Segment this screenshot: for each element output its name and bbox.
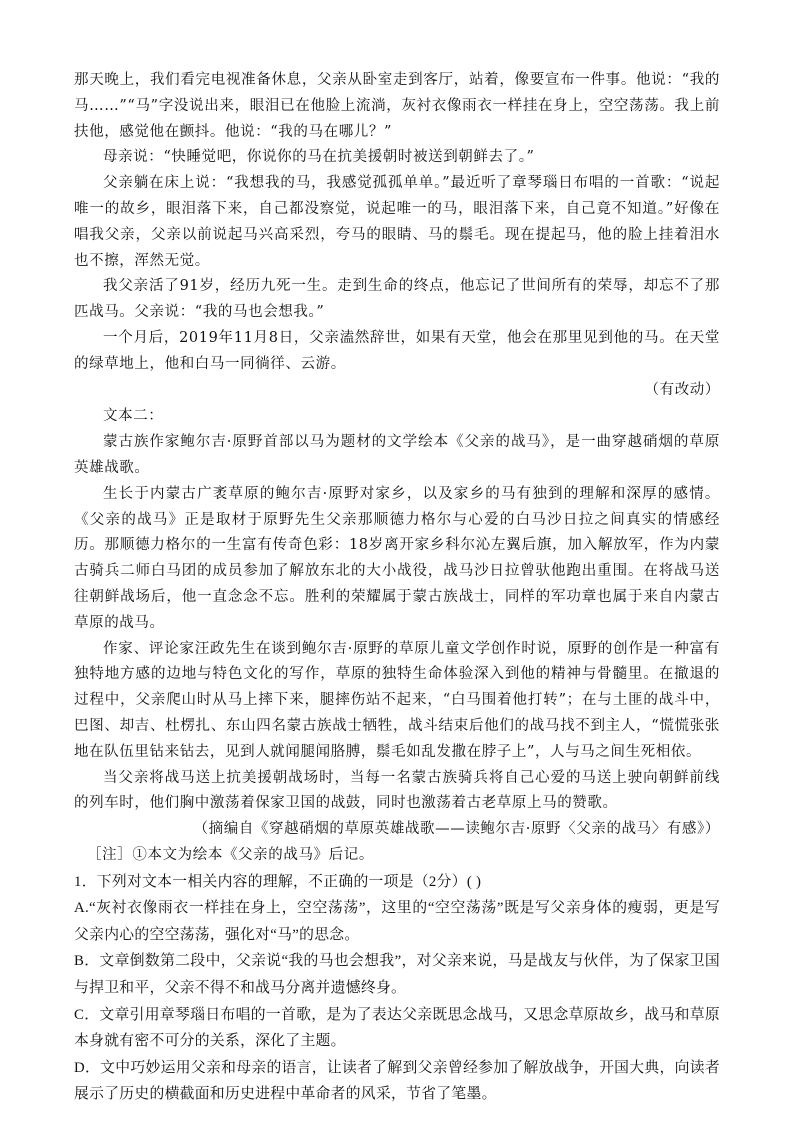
text2-paragraph: 生长于内蒙古广袤草原的鲍尔吉·原野对家乡，以及家乡的马有独到的理解和深厚的感情。《父亲的战马》正是取材于原野先生父亲那顺德力格尔与心爱的白马沙日拉之间真实的情感经历。那顺德力格尔的一生富有传奇色彩：18岁离开家乡科尔沁左翼后旗，加入解放军，作为内蒙古骑兵二师白马团的成员参加了解放东北的大小战役，战马沙日拉曾驮他跑出重围。在将战马送往朝鲜战场后，他一直念念不忘。胜利的荣耀属于蒙古族战士，同样的军功章也属于来自内蒙古草原的战马。 (74, 485, 720, 631)
footnote: ［注］①本文为绘本《父亲的战马》后记。 (87, 846, 374, 863)
question-option-b: B．文章倒数第二段中，父亲说“我的马也会想我”，对父亲来说，马是战友与伙伴，为了保家卫国与捍卫和平，父亲不得不和战马分离并遗憾终身。 (74, 953, 720, 997)
text1-source: （有改动） (644, 381, 720, 398)
question-option-c: C．文章引用章琴瑙日布唱的一首歌，是为了表达父亲既思念战马，又思念草原故乡，战马和草原本身就有密不可分的关系，深化了主题。 (74, 1006, 720, 1050)
document-page (74, 68, 720, 1108)
text1-paragraph: 我父亲活了91岁，经历九死一生。走到生命的终点，他忘记了世间所有的荣辱，却忘不了那匹战马。父亲说：“我的马也会想我。” (74, 278, 720, 321)
text2-source: （摘编自《穿越硝烟的草原英雄战歌——读鲍尔吉·原野〈父亲的战马〉有感》） (193, 821, 720, 838)
question-stem: 1．下列对文本一相关内容的理解，不正确的一项是（2分）( ) (74, 873, 482, 890)
text1-paragraph: 父亲躺在床上说：“我想我的马，我感觉孤孤单单。”最近听了章琴瑙日布唱的一首歌：“说起唯一的故乡，眼泪落下来，自己都没察觉，说起唯一的马，眼泪落下来，自己竟不知道。”好像在唱我父亲，父亲以前说起马兴高采烈，夸马的眼睛、马的鬃毛。现在提起马，他的脸上挂着泪水也不擦，浑然无觉。 (74, 175, 720, 269)
text2-label: 文本二： (103, 408, 164, 425)
text1-paragraph: 母亲说：“快睡觉吧，你说你的马在抗美援朝时被送到朝鲜去了。” (103, 149, 535, 166)
question-option-d: D．文中巧妙运用父亲和母亲的语言，让读者了解到父亲曾经参加了解放战争，开国大典，向读者展示了历史的横截面和历史进程中革命者的风采，节省了笔墨。 (74, 1059, 720, 1103)
text1-paragraph: 一个月后，2019年11月8日，父亲溘然辞世，如果有天堂，他会在那里见到他的马。在天堂的绿草地上，他和白马一同徜徉、云游。 (74, 329, 720, 372)
text1-paragraph: 那天晚上，我们看完电视准备休息，父亲从卧室走到客厅，站着，像要宣布一件事。他说：“我的马……”“马”字没说出来，眼泪已在他脸上流淌，灰衬衣像雨衣一样挂在身上，空空荡荡。我上前扶他，感觉他在颤抖。他说：“我的马在哪儿？” (74, 72, 720, 140)
question-option-a: A.“灰衬衣像雨衣一样挂在身上，空空荡荡”，这里的“空空荡荡”既是写父亲身体的瘦弱，更是写父亲内心的空空荡荡，强化对“马”的思念。 (74, 900, 720, 943)
text2-paragraph: 蒙古族作家鲍尔吉·原野首部以马为题材的文学绘本《父亲的战马》，是一曲穿越硝烟的草原英雄战歌。 (74, 434, 720, 476)
text2-paragraph: 当父亲将战马送上抗美援朝战场时，当每一名蒙古族骑兵将自己心爱的马送上驶向朝鲜前线的列车时，他们胸中激荡着保家卫国的战鼓，同时也激荡着古老草原上马的赞歌。 (74, 769, 720, 812)
text2-paragraph: 作家、评论家汪政先生在谈到鲍尔吉·原野的草原儿童文学创作时说，原野的创作是一种富有独特地方感的边地与特色文化的写作，草原的独特生命体验深入到他的精神与骨髓里。在撤退的过程中，父亲爬山时从马上摔下来，腿摔伤站不起来，“白马围着他打转”；在与土匪的战斗中，巴图、却吉、杜楞扎、东山四名蒙古族战士牺牲，战斗结束后他们的战马找不到主人，“慌慌张张地在队伍里钻来钻去，见到人就闻腿闻胳膊，鬃毛如乱发撒在脖子上”，人与马之间生死相依。 (74, 640, 720, 760)
